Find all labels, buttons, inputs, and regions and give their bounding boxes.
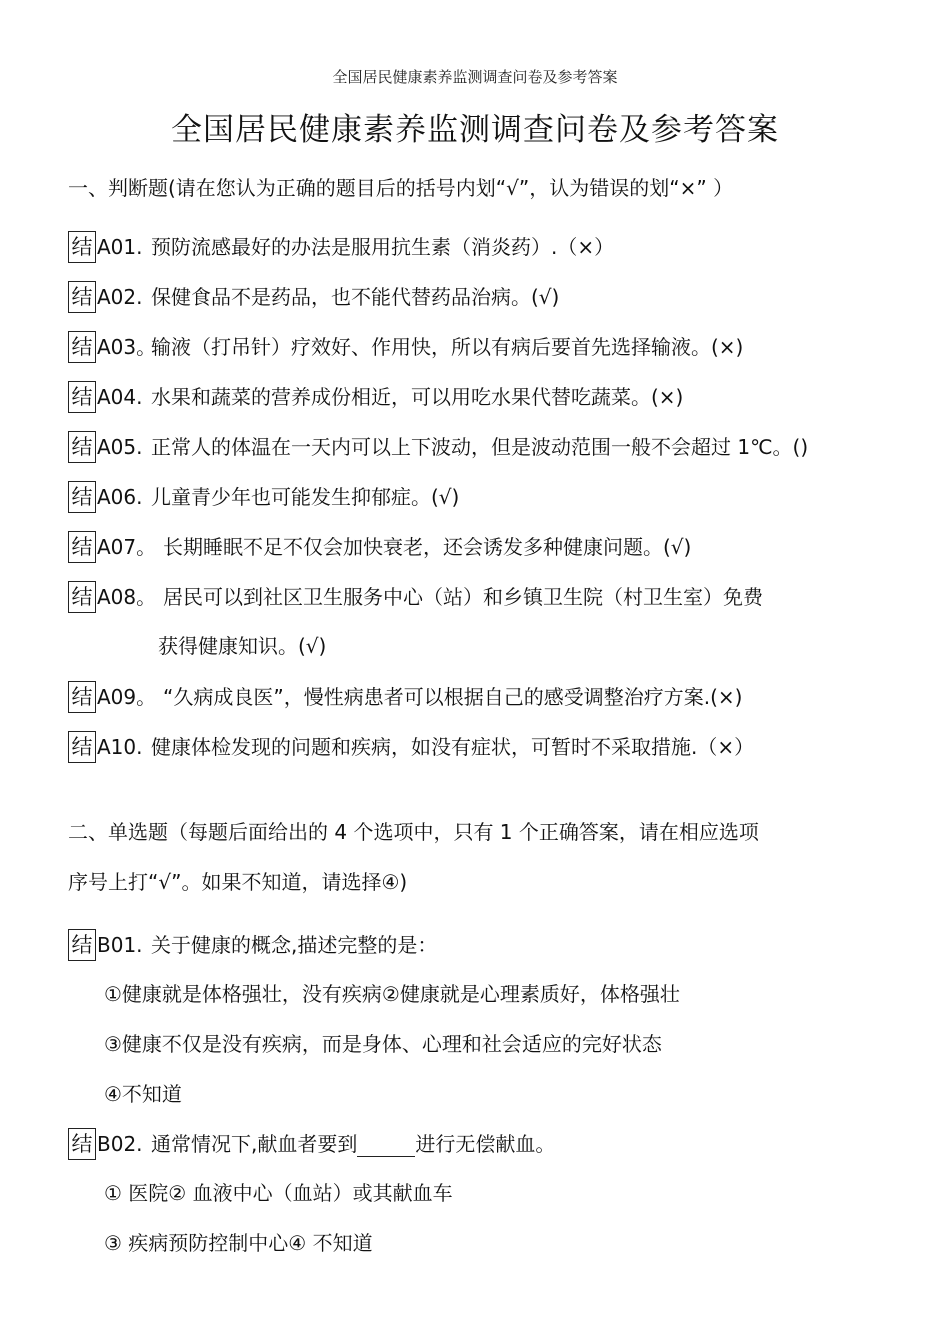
question-a08-continuation: 获得健康知识。(√)	[158, 634, 327, 658]
answer-tag-box: 结	[68, 431, 96, 463]
question-b01-option-line: ①健康就是体格强壮，没有疾病②健康就是心理素质好，体格强壮	[104, 982, 680, 1006]
question-b01-option-line: ④不知道	[104, 1082, 182, 1106]
question-text: 预防流感最好的办法是服用抗生素（消炎药）.（×）	[151, 235, 615, 259]
question-text: 长期睡眠不足不仅会加快衰老，还会诱发多种健康问题。(√)	[163, 535, 692, 559]
answer-tag-box: 结	[68, 731, 96, 763]
running-header: 全国居民健康素养监测调查问卷及参考答案	[332, 68, 618, 86]
question-id: A03。	[97, 335, 157, 359]
question-b01-option-line: ③健康不仅是没有疾病，而是身体、心理和社会适应的完好状态	[104, 1032, 662, 1056]
answer-tag-box: 结	[68, 1128, 96, 1160]
section2-heading-line1: 二、单选题（每题后面给出的 4 个选项中，只有 1 个正确答案，请在相应选项	[68, 820, 759, 844]
question-a04	[68, 381, 683, 413]
question-text: 正常人的体温在一天内可以上下波动，但是波动范围一般不会超过 1℃。()	[151, 435, 809, 459]
question-text: 保健食品不是药品，也不能代替药品治病。(√)	[151, 285, 560, 309]
question-text: 关于健康的概念,描述完整的是：	[151, 933, 438, 957]
question-id: A02.	[97, 285, 143, 309]
answer-tag-box: 结	[68, 281, 96, 313]
document-title: 全国居民健康素养监测调查问卷及参考答案	[171, 112, 779, 148]
question-text: “久病成良医”，慢性病患者可以根据自己的感受调整治疗方案.(×)	[163, 685, 743, 709]
section2-heading-line2: 序号上打“√”。如果不知道，请选择④)	[68, 870, 408, 894]
question-text	[151, 1128, 555, 1160]
fill-in-blank	[357, 1128, 415, 1157]
question-text: 水果和蔬菜的营养成份相近，可以用吃水果代替吃蔬菜。(×)	[151, 385, 684, 409]
answer-tag-box: 结	[68, 581, 96, 613]
question-a05	[68, 431, 808, 463]
question-a08	[68, 581, 763, 613]
question-id: A08。	[97, 585, 157, 609]
answer-tag-box: 结	[68, 331, 96, 363]
question-text: 健康体检发现的问题和疾病，如没有症状，可暂时不采取措施.（×）	[151, 735, 755, 759]
question-a02	[68, 281, 559, 313]
answer-tag-box: 结	[68, 481, 96, 513]
question-id: B02.	[97, 1132, 143, 1156]
question-b02-option-line: ① 医院② 血液中心（血站）或其献血车	[104, 1181, 453, 1205]
question-text-after-blank: 进行无偿献血。	[415, 1132, 556, 1156]
question-id: A10.	[97, 735, 143, 759]
question-text: 居民可以到社区卫生服务中心（站）和乡镇卫生院（村卫生室）免费	[163, 585, 763, 609]
question-text-before-blank: 通常情况下,献血者要到	[151, 1132, 358, 1156]
answer-tag-box: 结	[68, 381, 96, 413]
question-id: A01.	[97, 235, 143, 259]
question-id: A04.	[97, 385, 143, 409]
question-id: A06.	[97, 485, 143, 509]
section1-heading: 一、判断题(请在您认为正确的题目后的括号内划“√”，认为错误的划“×” ）	[68, 176, 734, 200]
question-a03	[68, 331, 743, 363]
question-a06	[68, 481, 459, 513]
question-id: A09。	[97, 685, 157, 709]
question-a01	[68, 231, 614, 263]
question-id: A07。	[97, 535, 157, 559]
question-text: 输液（打吊针）疗效好、作用快，所以有病后要首先选择输液。(×)	[151, 335, 744, 359]
question-b02-option-line: ③ 疾病预防控制中心④ 不知道	[104, 1231, 373, 1255]
question-b02	[68, 1128, 555, 1160]
question-id: B01.	[97, 933, 143, 957]
answer-tag-box: 结	[68, 231, 96, 263]
question-text: 儿童青少年也可能发生抑郁症。(√)	[151, 485, 460, 509]
answer-tag-box: 结	[68, 531, 96, 563]
question-b01	[68, 929, 437, 961]
question-a09	[68, 681, 742, 713]
question-a07	[68, 531, 691, 563]
question-id: A05.	[97, 435, 143, 459]
question-a10	[68, 731, 754, 763]
answer-tag-box: 结	[68, 681, 96, 713]
answer-tag-box: 结	[68, 929, 96, 961]
